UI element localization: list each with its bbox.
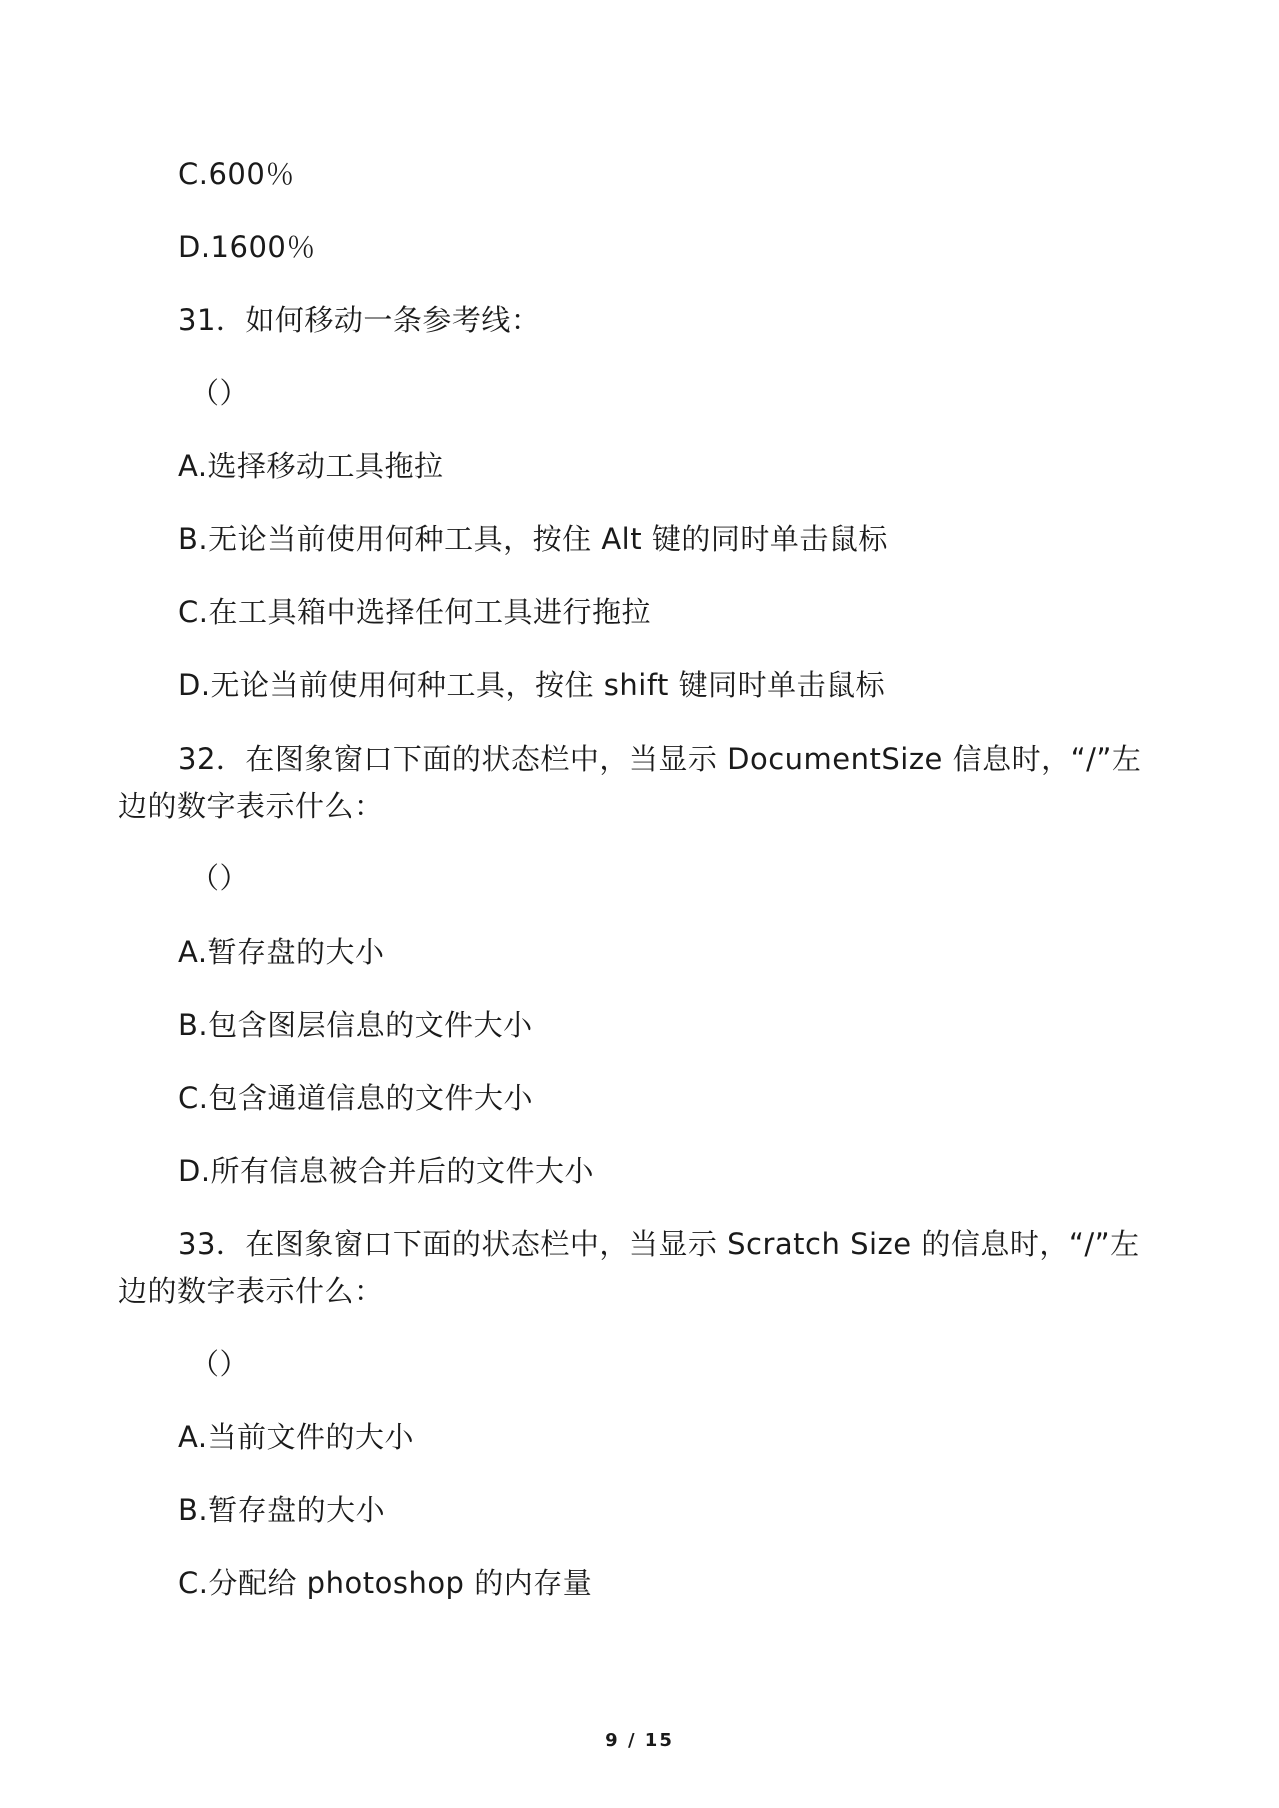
question-32-option-a: A.暂存盘的大小 — [178, 935, 385, 969]
answer-blank-31: （） — [190, 376, 250, 410]
option-c-prev: C.600％ — [178, 157, 295, 191]
page-number: 9 / 15 — [605, 1730, 674, 1751]
question-31-option-a: A.选择移动工具拖拉 — [178, 449, 444, 483]
question-33-option-a: A.当前文件的大小 — [178, 1420, 415, 1454]
question-31-option-c: C.在工具箱中选择任何工具进行拖拉 — [178, 595, 651, 629]
question-32-option-d: D.所有信息被合并后的文件大小 — [178, 1154, 595, 1188]
question-31-option-d: D.无论当前使用何种工具，按住 shift 键同时单击鼠标 — [178, 668, 886, 702]
question-33: 33．在图象窗口下面的状态栏中，当显示 Scratch Size 的信息时，“/”左边的数字表示什么： — [118, 1227, 1140, 1308]
option-d-prev: D.1600％ — [178, 230, 316, 264]
question-32: 32．在图象窗口下面的状态栏中，当显示 DocumentSize 信息时，“/”左边的数字表示什么： — [118, 742, 1142, 823]
question-31-option-b: B.无论当前使用何种工具，按住 Alt 键的同时单击鼠标 — [178, 522, 888, 556]
question-33-option-b: B.暂存盘的大小 — [178, 1493, 386, 1527]
question-32-option-b: B.包含图层信息的文件大小 — [178, 1008, 533, 1042]
answer-blank-33: （） — [190, 1347, 250, 1381]
question-31: 31．如何移动一条参考线： — [178, 303, 541, 337]
question-33-option-c: C.分配给 photoshop 的内存量 — [178, 1566, 593, 1600]
question-32-option-c: C.包含通道信息的文件大小 — [178, 1081, 533, 1115]
answer-blank-32: （） — [190, 861, 250, 895]
